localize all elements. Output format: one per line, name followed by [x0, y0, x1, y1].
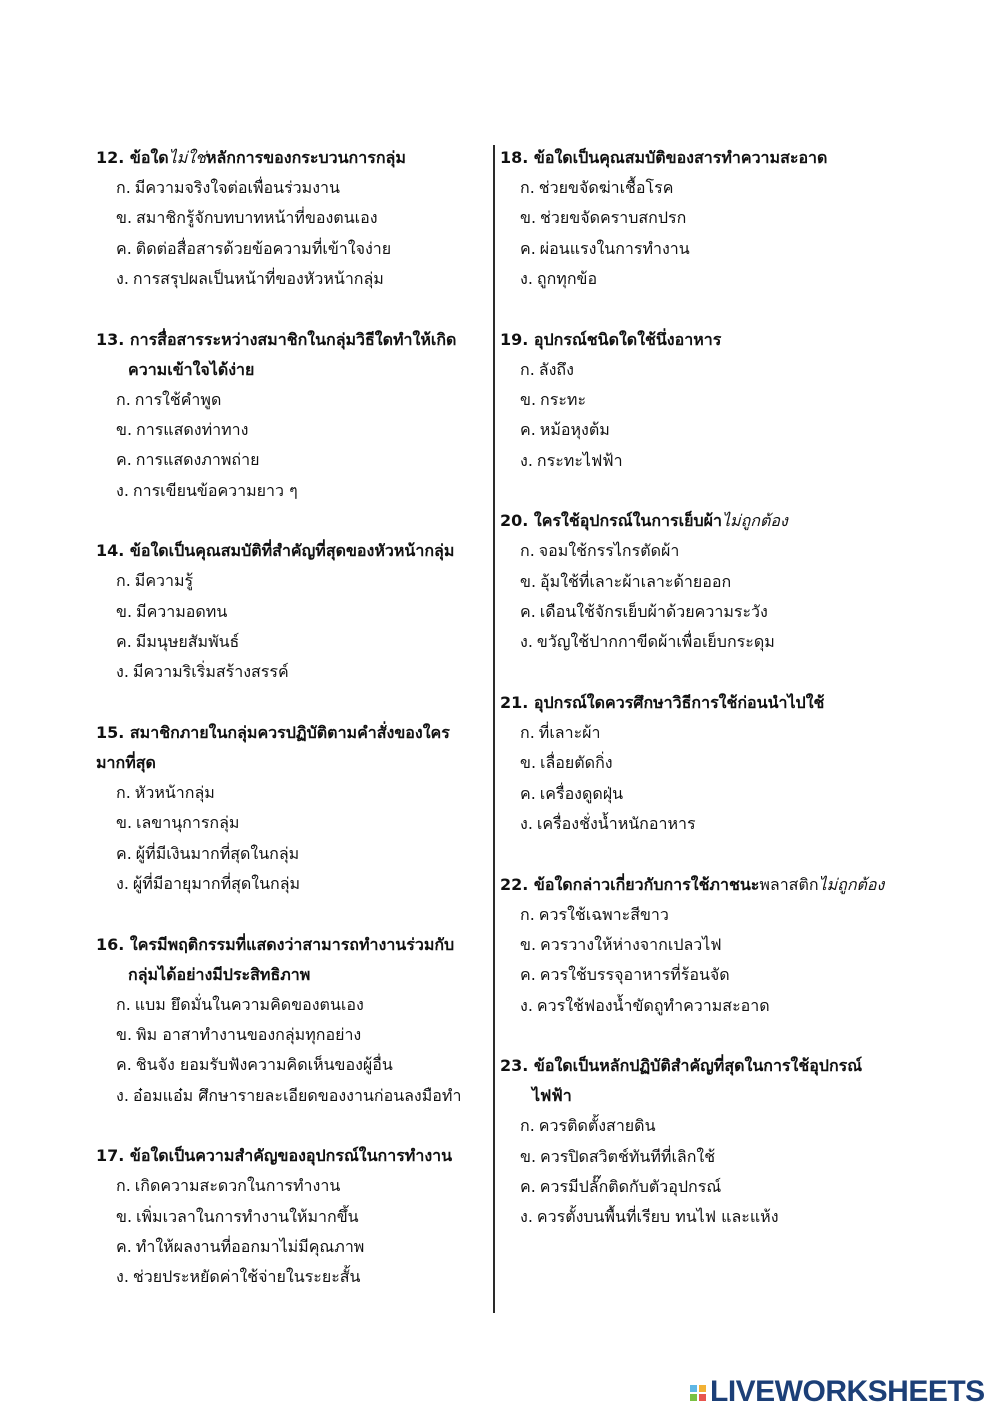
- choice-label: ง.: [520, 1207, 533, 1227]
- answer-choice[interactable]: [96, 234, 491, 264]
- choice-text: เดือนใช้จักรเย็บผ้าด้วยความระวัง: [539, 602, 768, 622]
- answer-choice[interactable]: [96, 264, 491, 294]
- choice-list: [96, 385, 491, 507]
- column-divider: [493, 145, 495, 1313]
- answer-choice[interactable]: [500, 385, 920, 415]
- choice-label: ค.: [520, 238, 536, 258]
- choice-text: ลังถึง: [538, 359, 574, 379]
- choice-label: ก.: [520, 904, 535, 924]
- question-block: [500, 1051, 920, 1233]
- right-question-column: [500, 143, 920, 1233]
- choice-text: มีความริเริ่มสร้างสรรค์: [132, 662, 289, 682]
- question-text: 19. อุปกรณ์ชนิดใดใช้นึ่งอาหาร: [500, 329, 722, 349]
- choice-text: เครื่องชั่งน้ำหนักอาหาร: [536, 814, 696, 834]
- choice-text: ช่วยขจัดฆ่าเชื้อโรค: [538, 178, 674, 197]
- answer-choice[interactable]: [500, 748, 920, 778]
- logo-square: [699, 1394, 706, 1401]
- choice-label: ง.: [520, 450, 533, 470]
- question-title: [500, 143, 920, 173]
- question-emphasis: ไม่ใช่: [168, 148, 206, 167]
- question-text: 12. ข้อใด: [96, 148, 169, 167]
- question-block: [96, 718, 491, 900]
- choice-label: ข.: [116, 1024, 133, 1044]
- choice-text: ติดต่อสื่อสารด้วยข้อความที่เข้าใจง่าย: [135, 238, 392, 258]
- question-text: 17. ข้อใดเป็นความสำคัญของอุปกรณ์ในการทำงาน: [96, 1146, 453, 1166]
- choice-text: ถูกทุกข้อ: [536, 269, 598, 289]
- question-block: [500, 143, 920, 295]
- choice-label: ง.: [116, 874, 129, 894]
- answer-choice[interactable]: [96, 445, 491, 475]
- answer-choice[interactable]: [500, 597, 920, 627]
- question-title: [96, 325, 491, 385]
- question-title: [500, 325, 920, 355]
- choice-text: ผู้ที่มีเงินมากที่สุดในกลุ่ม: [135, 843, 300, 863]
- choice-list: [500, 1111, 920, 1233]
- choice-list: [96, 1171, 491, 1293]
- choice-text: จอมใช้กรรไกรตัดผ้า: [538, 541, 680, 561]
- question-text-continued: มากที่สุด: [96, 752, 156, 772]
- question-text: 13. การสื่อสารระหว่างสมาชิกในกลุ่มวิธีใดทำให้เกิด: [96, 329, 457, 349]
- question-gap: [96, 1111, 491, 1141]
- choice-text: เลื่อยตัดกิ่ง: [540, 753, 613, 773]
- choice-text: อุ้มใช้ที่เลาะผ้าเลาะด้ายออก: [540, 571, 732, 591]
- choice-text: ควรใช้บรรจุอาหารที่ร้อนจัด: [539, 965, 730, 985]
- question-text-continued: ความเข้าใจได้ง่าย: [128, 359, 255, 379]
- logo-square: [690, 1385, 697, 1392]
- question-block: [500, 325, 920, 477]
- question-text-continued: ไฟฟ้า: [532, 1086, 572, 1106]
- answer-choice[interactable]: [96, 627, 491, 657]
- choice-text: ช่วยขจัดคราบสกปรก: [540, 208, 687, 228]
- answer-choice[interactable]: [500, 991, 920, 1021]
- choice-label: ข.: [116, 601, 133, 621]
- choice-label: ข.: [520, 571, 537, 591]
- question-gap: [500, 658, 920, 688]
- answer-choice[interactable]: [96, 1020, 491, 1050]
- answer-choice[interactable]: [500, 930, 920, 960]
- choice-label: ข.: [116, 420, 133, 440]
- choice-label: ค.: [520, 1176, 536, 1196]
- choice-label: ค.: [116, 1236, 132, 1256]
- question-gap: [96, 506, 491, 536]
- logo-text: LIVEWORKSHEETS: [710, 1375, 985, 1408]
- question-title: [96, 1141, 491, 1171]
- choice-label: ค.: [520, 420, 536, 440]
- question-text: 21. อุปกรณ์ใดควรศึกษาวิธีการใช้ก่อนนำไปใช้: [500, 692, 825, 712]
- question-gap: [96, 688, 491, 718]
- logo-mark-icon: [690, 1385, 706, 1401]
- choice-label: ข.: [116, 813, 133, 833]
- choice-label: ค.: [116, 238, 132, 258]
- question-block: [96, 1141, 491, 1293]
- question-emphasis: ไม่ถูกต้อง: [721, 511, 788, 531]
- answer-choice[interactable]: [500, 1202, 920, 1232]
- choice-label: ง.: [116, 269, 129, 289]
- answer-choice[interactable]: [96, 203, 491, 233]
- choice-text: ทำให้ผลงานที่ออกมาไม่มีคุณภาพ: [135, 1236, 365, 1256]
- choice-label: ข.: [116, 208, 133, 228]
- answer-choice[interactable]: [500, 900, 920, 930]
- choice-list: [500, 900, 920, 1022]
- answer-choice[interactable]: [96, 1050, 491, 1080]
- answer-choice[interactable]: [96, 173, 491, 203]
- choice-label: ค.: [116, 1055, 132, 1075]
- logo-square: [699, 1385, 706, 1392]
- choice-text: การใช้คำพูด: [134, 389, 222, 409]
- choice-list: [96, 990, 491, 1112]
- answer-choice[interactable]: [96, 808, 491, 838]
- choice-label: ข.: [520, 208, 537, 228]
- question-title: [96, 143, 491, 173]
- choice-text: มีมนุษยสัมพันธ์: [135, 632, 240, 652]
- choice-text: เครื่องดูดฝุ่น: [539, 783, 624, 803]
- answer-choice[interactable]: [96, 566, 491, 596]
- answer-choice[interactable]: [96, 597, 491, 627]
- question-gap: [500, 476, 920, 506]
- choice-text: ที่เลาะผ้า: [538, 722, 601, 742]
- answer-choice[interactable]: [96, 869, 491, 899]
- choice-text: การแสดงท่าทาง: [136, 420, 249, 440]
- choice-label: ง.: [116, 1085, 129, 1105]
- choice-text: เพิ่มเวลาในการทำงานให้มากขึ้น: [136, 1206, 359, 1226]
- choice-label: ง.: [116, 662, 129, 682]
- answer-choice[interactable]: [96, 476, 491, 506]
- question-text: 15. สมาชิกภายในกลุ่มควรปฏิบัติตามคำสั่งของใคร: [96, 722, 450, 742]
- choice-text: เกิดความสะดวกในการทำงาน: [134, 1176, 341, 1196]
- answer-choice[interactable]: [96, 385, 491, 415]
- question-text: 16. ใครมีพฤติกรรมที่แสดงว่าสามารถทำงานร่วมกับ: [96, 934, 455, 954]
- answer-choice[interactable]: [500, 1142, 920, 1172]
- question-block: [500, 506, 920, 658]
- choice-label: ค.: [116, 450, 132, 470]
- question-block: [96, 325, 491, 507]
- choice-label: ข.: [520, 753, 537, 773]
- choice-label: ง.: [520, 814, 533, 834]
- choice-label: ค.: [520, 965, 536, 985]
- answer-choice[interactable]: [500, 355, 920, 385]
- choice-label: ก.: [520, 1116, 535, 1136]
- choice-label: ค.: [116, 843, 132, 863]
- choice-list: [500, 718, 920, 840]
- answer-choice[interactable]: [96, 415, 491, 445]
- question-title: [96, 930, 491, 990]
- choice-text: หม้อหุงต้ม: [539, 420, 610, 440]
- answer-choice[interactable]: [500, 446, 920, 476]
- question-text: 23. ข้อใดเป็นหลักปฏิบัติสำคัญที่สุดในการใช้อุปกรณ์: [500, 1056, 863, 1076]
- question-title: [500, 506, 920, 536]
- answer-choice[interactable]: [96, 1232, 491, 1262]
- choice-text: กระทะไฟฟ้า: [536, 450, 623, 470]
- liveworksheets-logo: [690, 1377, 985, 1407]
- question-block: [500, 688, 920, 840]
- question-gap: [96, 295, 491, 325]
- choice-text: การสรุปผลเป็นหน้าที่ของหัวหน้ากลุ่ม: [132, 269, 384, 289]
- choice-label: ก.: [520, 722, 535, 742]
- choice-text: ช่วยประหยัดค่าใช้จ่ายในระยะสั้น: [132, 1267, 361, 1287]
- choice-list: [96, 566, 491, 688]
- choice-text: มีความรู้: [134, 571, 194, 591]
- answer-choice[interactable]: [96, 839, 491, 869]
- choice-label: ง.: [520, 632, 533, 652]
- choice-text: ควรใช้ฟองน้ำขัดถูทำความสะอาด: [536, 995, 770, 1015]
- question-text: 20. ใครใช้อุปกรณ์ในการเย็บผ้า: [500, 511, 722, 531]
- choice-label: ข.: [520, 1146, 537, 1166]
- answer-choice[interactable]: [500, 415, 920, 445]
- answer-choice[interactable]: [500, 718, 920, 748]
- answer-choice[interactable]: [500, 779, 920, 809]
- choice-label: ก.: [116, 782, 131, 802]
- choice-text: พิม อาสาทำงานของกลุ่มทุกอย่าง: [136, 1024, 362, 1044]
- choice-label: ก.: [116, 389, 131, 409]
- choice-list: [500, 536, 920, 658]
- choice-text: อ๋อมแอ๋ม ศึกษารายละเอียดของงานก่อนลงมือทำ: [132, 1085, 462, 1105]
- answer-choice[interactable]: [96, 1171, 491, 1201]
- question-emphasis: ไม่ถูกต้อง: [818, 874, 885, 894]
- question-gap: [500, 840, 920, 870]
- answer-choice[interactable]: [500, 203, 920, 233]
- choice-label: ก.: [116, 1176, 131, 1196]
- choice-text: ควรวางให้ห่างจากเปลวไฟ: [540, 934, 722, 954]
- choice-label: ก.: [116, 994, 131, 1014]
- choice-text: ผ่อนแรงในการทำงาน: [539, 238, 690, 258]
- question-title: [500, 688, 920, 718]
- choice-label: ก.: [116, 178, 131, 197]
- question-block: [500, 870, 920, 1022]
- question-title: [96, 536, 491, 566]
- choice-text: มีความจริงใจต่อเพื่อนร่วมงาน: [134, 178, 340, 197]
- choice-list: [500, 355, 920, 477]
- question-title: [500, 870, 920, 900]
- choice-label: ก.: [520, 541, 535, 561]
- answer-choice[interactable]: [500, 567, 920, 597]
- left-question-column: [96, 143, 491, 1293]
- choice-label: ค.: [520, 783, 536, 803]
- answer-choice[interactable]: [500, 234, 920, 264]
- answer-choice[interactable]: [96, 1202, 491, 1232]
- choice-text: มีความอดทน: [136, 601, 228, 621]
- answer-choice[interactable]: [500, 627, 920, 657]
- question-gap: [500, 1021, 920, 1051]
- choice-label: ก.: [520, 359, 535, 379]
- answer-choice[interactable]: [96, 1081, 491, 1111]
- question-title: [500, 1051, 920, 1111]
- question-title: [96, 718, 491, 778]
- choice-label: ค.: [116, 632, 132, 652]
- choice-text: ควรมีปลั๊กติดกับตัวอุปกรณ์: [539, 1176, 722, 1196]
- answer-choice[interactable]: [500, 809, 920, 839]
- choice-text: ผู้ที่มีอายุมากที่สุดในกลุ่ม: [132, 874, 301, 894]
- choice-text: การแสดงภาพถ่าย: [135, 450, 260, 470]
- answer-choice[interactable]: [96, 1262, 491, 1292]
- question-text-plain: พลาสติก: [759, 874, 819, 894]
- choice-list: [96, 778, 491, 900]
- choice-text: แบม ยึดมั่นในความคิดของตนเอง: [134, 994, 364, 1014]
- choice-label: ข.: [520, 934, 537, 954]
- choice-label: ง.: [116, 1267, 129, 1287]
- logo-square: [690, 1394, 697, 1401]
- answer-choice[interactable]: [96, 990, 491, 1020]
- answer-choice[interactable]: [500, 1172, 920, 1202]
- choice-text: ควรติดตั้งสายดิน: [538, 1116, 656, 1136]
- question-gap: [500, 295, 920, 325]
- answer-choice[interactable]: [500, 173, 920, 203]
- choice-text: การเขียนข้อความยาว ๆ: [132, 480, 298, 500]
- question-text: 22. ข้อใดกล่าวเกี่ยวกับการใช้ภาชนะ: [500, 874, 760, 894]
- answer-choice[interactable]: [96, 778, 491, 808]
- answer-choice[interactable]: [500, 1111, 920, 1141]
- choice-text: ขวัญใช้ปากกาขีดผ้าเพื่อเย็บกระดุม: [536, 632, 775, 652]
- choice-label: ง.: [520, 995, 533, 1015]
- choice-text: ควรปิดสวิตช์ทันทีที่เลิกใช้: [540, 1146, 716, 1166]
- choice-label: ก.: [116, 571, 131, 591]
- question-block: [96, 536, 491, 688]
- question-text: 18. ข้อใดเป็นคุณสมบัติของสารทำความสะอาด: [500, 148, 828, 167]
- choice-text: เลขานุการกลุ่ม: [136, 813, 240, 833]
- choice-label: ก.: [520, 178, 535, 197]
- choice-list: [500, 173, 920, 295]
- choice-text: ควรตั้งบนพื้นที่เรียบ ทนไฟ และแห้ง: [536, 1207, 779, 1227]
- choice-list: [96, 173, 491, 295]
- answer-choice[interactable]: [500, 960, 920, 990]
- question-block: [96, 143, 491, 295]
- choice-label: ข.: [520, 390, 537, 410]
- choice-text: ควรใช้เฉพาะสีขาว: [538, 904, 669, 924]
- choice-text: ชินจัง ยอมรับฟังความคิดเห็นของผู้อื่น: [135, 1055, 393, 1075]
- question-gap: [96, 900, 491, 930]
- choice-label: ข.: [116, 1206, 133, 1226]
- choice-text: สมาชิกรู้จักบทบาทหน้าที่ของตนเอง: [136, 208, 378, 228]
- choice-label: ค.: [520, 602, 536, 622]
- choice-label: ง.: [520, 269, 533, 289]
- question-text-continued: กลุ่มได้อย่างมีประสิทธิภาพ: [128, 964, 311, 984]
- answer-choice[interactable]: [500, 264, 920, 294]
- answer-choice[interactable]: [96, 657, 491, 687]
- choice-text: หัวหน้ากลุ่ม: [134, 782, 215, 802]
- choice-label: ง.: [116, 480, 129, 500]
- question-text: 14. ข้อใดเป็นคุณสมบัติที่สำคัญที่สุดของหัวหน้ากลุ่ม: [96, 541, 455, 561]
- question-block: [96, 930, 491, 1112]
- choice-text: กระทะ: [540, 390, 587, 410]
- answer-choice[interactable]: [500, 536, 920, 566]
- question-text-suffix: หลักการของกระบวนการกลุ่ม: [205, 148, 406, 167]
